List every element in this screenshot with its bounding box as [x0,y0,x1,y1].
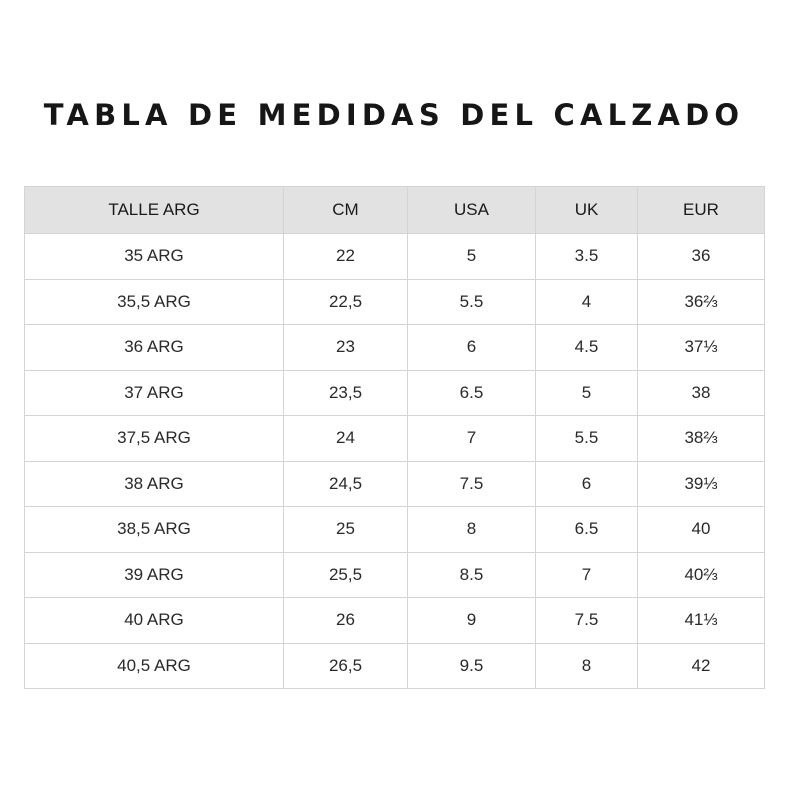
cell-eur: 41⅓ [638,598,765,644]
cell-usa: 8 [408,507,536,553]
cell-talle-arg: 37 ARG [25,370,284,416]
cell-uk: 4.5 [536,325,638,371]
cell-talle-arg: 38 ARG [25,461,284,507]
cell-usa: 7 [408,416,536,462]
cell-cm: 24,5 [284,461,408,507]
cell-usa: 8.5 [408,552,536,598]
cell-usa: 6 [408,325,536,371]
table-row [25,370,765,416]
table-body [25,234,765,689]
cell-uk: 7.5 [536,598,638,644]
cell-talle-arg: 39 ARG [25,552,284,598]
cell-uk: 8 [536,643,638,689]
cell-uk: 5 [536,370,638,416]
cell-talle-arg: 36 ARG [25,325,284,371]
cell-uk: 5.5 [536,416,638,462]
cell-usa: 5 [408,234,536,280]
table-row [25,279,765,325]
cell-usa: 9.5 [408,643,536,689]
header-talle-arg: TALLE ARG [25,187,284,234]
header-cm: CM [284,187,408,234]
cell-cm: 22 [284,234,408,280]
cell-cm: 26,5 [284,643,408,689]
cell-cm: 23,5 [284,370,408,416]
table-row [25,598,765,644]
cell-eur: 36⅔ [638,279,765,325]
cell-eur: 38 [638,370,765,416]
cell-talle-arg: 40,5 ARG [25,643,284,689]
cell-talle-arg: 40 ARG [25,598,284,644]
table-row [25,507,765,553]
table-row [25,552,765,598]
cell-uk: 6.5 [536,507,638,553]
table-row [25,325,765,371]
cell-cm: 25,5 [284,552,408,598]
header-uk: UK [536,187,638,234]
cell-eur: 37⅓ [638,325,765,371]
cell-usa: 9 [408,598,536,644]
table-header [25,187,765,234]
cell-cm: 22,5 [284,279,408,325]
cell-uk: 7 [536,552,638,598]
header-row [25,187,765,234]
cell-talle-arg: 37,5 ARG [25,416,284,462]
cell-talle-arg: 35,5 ARG [25,279,284,325]
cell-eur: 40 [638,507,765,553]
size-table [24,186,765,689]
cell-cm: 23 [284,325,408,371]
table-row [25,461,765,507]
cell-cm: 24 [284,416,408,462]
cell-cm: 26 [284,598,408,644]
header-eur: EUR [638,187,765,234]
cell-eur: 39⅓ [638,461,765,507]
cell-talle-arg: 35 ARG [25,234,284,280]
cell-uk: 6 [536,461,638,507]
cell-cm: 25 [284,507,408,553]
cell-eur: 38⅔ [638,416,765,462]
cell-eur: 42 [638,643,765,689]
cell-usa: 6.5 [408,370,536,416]
cell-talle-arg: 38,5 ARG [25,507,284,553]
table-row [25,643,765,689]
cell-uk: 3.5 [536,234,638,280]
page-title: TABLA DE MEDIDAS DEL CALZADO [43,98,745,132]
table-row [25,416,765,462]
cell-eur: 40⅔ [638,552,765,598]
cell-eur: 36 [638,234,765,280]
cell-usa: 7.5 [408,461,536,507]
header-usa: USA [408,187,536,234]
table-row [25,234,765,280]
cell-uk: 4 [536,279,638,325]
cell-usa: 5.5 [408,279,536,325]
